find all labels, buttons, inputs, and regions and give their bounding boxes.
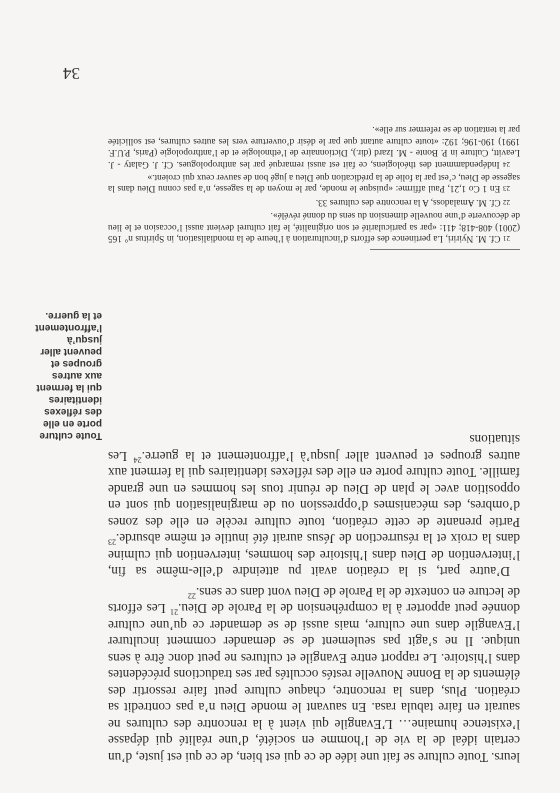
main-text bbox=[108, 427, 520, 765]
footnote-number: 24 bbox=[503, 159, 510, 168]
footnote-text: Cf. M. Nyiriri, La pertinence des efforts d’inculturation à l’heure de la mondialisation, in Spiritus n° 165 (2001) 408-418; 411: «par sa particularité et son originalité, le fait culturel devient aussi l’occasion et le lieu de découverte d’une nouvelle dimension du sens du donné révélé». bbox=[108, 210, 520, 243]
footnote-separator bbox=[370, 249, 520, 250]
footnote-ref-21: 21 bbox=[170, 607, 179, 617]
footnote-text: Cf. M. Amaladoss, A la rencontre des cultures 33. bbox=[315, 196, 501, 207]
margin-note-line: Toute culture bbox=[39, 430, 102, 441]
margin-note-line: qui la ferment bbox=[36, 382, 102, 393]
margin-note-line: groupes et bbox=[50, 358, 102, 369]
paragraph-3-tail: Les situations bbox=[108, 432, 520, 464]
footnote-22 bbox=[108, 195, 520, 206]
footnote-ref-24: 24 bbox=[133, 455, 142, 465]
footnote-24 bbox=[108, 123, 520, 169]
footnote-text: Indépendamment des théologiens, ce fait est aussi remarqué par les anthropologues. Cf. J. Galaty - J. Leavitt, Culture in P. Bonte - M. Izard (dir.), Dictionnaire de l’ethnologie et de l’anthropologie (Paris, P.U.F. 1991) 190-196; 192: «toute culture autant que par le désir d’ouverture vers les autres cultures, est sollicitée par la tentation de se refermer sur elle». bbox=[108, 124, 520, 169]
margin-note-line: peuvent aller bbox=[40, 346, 102, 357]
footnote-21 bbox=[108, 209, 520, 243]
margin-note-line: l’affrontement bbox=[35, 322, 102, 333]
margin-note-line: porte en elle bbox=[43, 418, 102, 429]
paragraph-2-text: D’autre part, si la création avait pu atteindre d’elle-même sa fin, l’intervention de Dieu dans l’histoire des hommes, intervention qui culmine dans la croix et la résurrection de Jésus aurait été inutile et même absurde. bbox=[108, 531, 520, 580]
footnote-number: 21 bbox=[503, 234, 510, 242]
footnote-text: En 1 Co 1,21, Paul affirme: «puisque le monde, par le moyen de la sagesse, n’a pas connu Dieu dans la sagesse de Dieu, c’est par la folie de la prédication que Dieu a jugé bon de sauver ceux qui croient.» bbox=[108, 171, 520, 194]
margin-note-line: et la guerre. bbox=[45, 310, 102, 321]
footnote-number: 22 bbox=[503, 197, 510, 206]
paragraph-2 bbox=[108, 431, 520, 580]
footnote-number: 23 bbox=[503, 184, 510, 193]
footnote-ref-22: 22 bbox=[187, 591, 196, 601]
footnote-23 bbox=[108, 171, 520, 194]
paragraph-1 bbox=[108, 584, 520, 766]
margin-note-line: aux autres bbox=[51, 370, 102, 381]
margin-note-line: des réflexes bbox=[44, 406, 102, 417]
margin-note-line: identitaires bbox=[48, 394, 102, 405]
margin-note-line: jusqu’à bbox=[66, 334, 102, 345]
footnote-ref-23: 23 bbox=[108, 537, 116, 547]
margin-note bbox=[20, 309, 102, 441]
paragraph-3-text: création, toute culture recèle en elle des zones d’ombres, des mécanismes d’oppression ou de marginalisation qui sont en opposition avec le plan de Dieu de réunir tous les hommes en une grande famille. Toute culture porte en elle des réflexes identitaires qui la ferment aux autres groupes et peuvent aller jusqu’à l’affrontement et la guerre. bbox=[108, 449, 520, 530]
footnotes bbox=[108, 121, 520, 243]
paragraph-2-tail: Partie prenante de cette bbox=[384, 515, 520, 530]
page-number: 34 bbox=[63, 64, 80, 83]
paragraph-1-text: leurs. Toute culture se fait une idée de ce qui est bien, de ce qui est juste, d’un certain idéal de la vie de l’homme en société, d’une réalité qui dépasse l’existence humaine… L’Evangile qui vient à la rencontre des cultures ne saurait en faire tabula rasa. En sauvant le monde Dieu n’a pas contredit sa création. Plus, dans la rencontre, chaque culture peut faire ressortir des éléments de la Bonne Nouvelle restés occultés par ses traductions précédentes dans l’histoire. Le rapport entre Evangile et cultures ne peut donc être à sens unique. Il ne s’agit pas seulement de se demander comment inculturer l’Evangile dans une culture, mais aussi de se demander ce qu’une culture donnée peut apporter à la compréhension de la Parole de Dieu. bbox=[108, 601, 520, 765]
paragraph-1-tail: Les efforts de lecture en contexte de la Parole de Dieu vont dans ce sens. bbox=[108, 585, 520, 617]
